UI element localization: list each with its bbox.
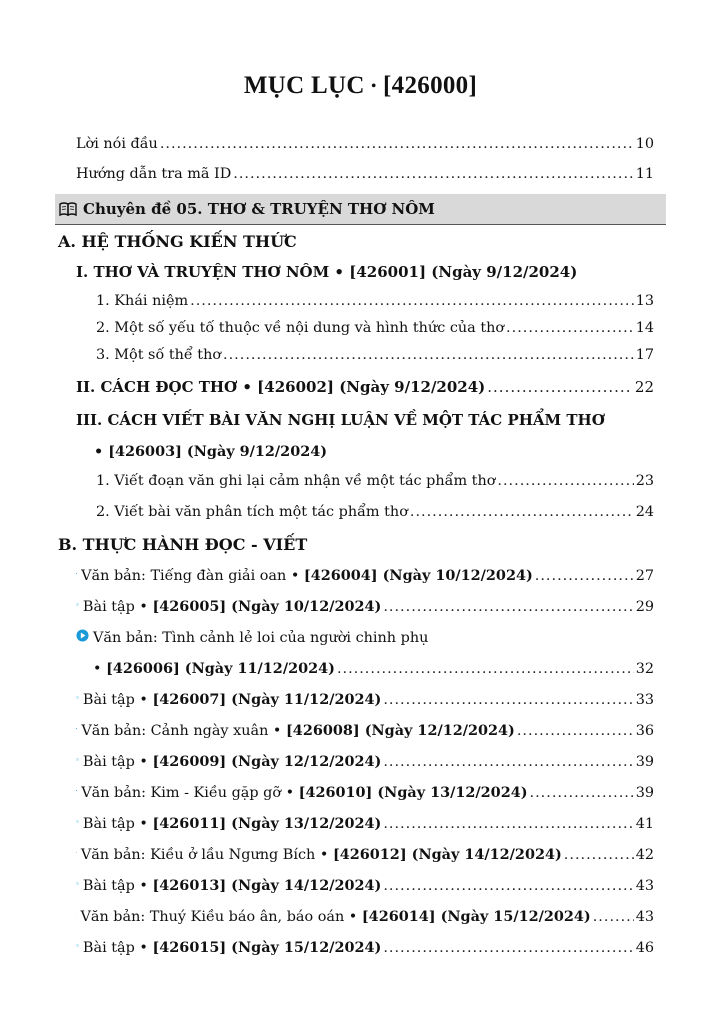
entry-label: Văn bản: Kim - Kiều gặp gỡ • [426010] (Ngày 13/12/2024)	[81, 784, 528, 801]
toc-entry[interactable]: 1. Viết đoạn văn ghi lại cảm nhận về một tác phẩm thơ ..... 23	[96, 473, 654, 497]
part-a-heading: A. HỆ THỐNG KIẾN THỨC	[58, 232, 297, 251]
toc-entry-preface[interactable]: Lời nói đầu ..... 10	[76, 136, 654, 160]
text-entry[interactable]	[76, 629, 654, 653]
chapter-banner	[55, 194, 666, 225]
book-icon	[59, 202, 77, 216]
svg-text:i: i	[77, 604, 78, 607]
part-b-heading: B. THỰC HÀNH ĐỌC - VIẾT	[58, 535, 308, 554]
play-circle-icon	[76, 567, 77, 580]
svg-text:i: i	[77, 759, 78, 762]
info-circle-icon	[76, 939, 79, 952]
page-number: 32	[635, 661, 654, 677]
toc-entry[interactable]: 3. Một số thể thơ ..... 17	[96, 347, 654, 371]
section-3-code: • [426003] (Ngày 9/12/2024)	[94, 443, 328, 460]
exercise-entry[interactable]	[76, 691, 654, 715]
svg-text:i: i	[77, 883, 78, 886]
page-number: 27	[635, 568, 654, 584]
page-number: 42	[635, 847, 654, 863]
page-title: MỤC LỤC • [426000]	[243, 72, 478, 99]
page-number: 46	[635, 940, 654, 956]
info-circle-icon	[76, 877, 79, 890]
exercise-entry[interactable]	[76, 753, 654, 777]
entry-label: Bài tập • [426015] (Ngày 15/12/2024)	[82, 939, 382, 956]
text-entry[interactable]	[76, 722, 654, 746]
play-circle-icon	[76, 629, 89, 642]
entry-label: Văn bản: Cảnh ngày xuân • [426008] (Ngày 12/12/2024)	[81, 722, 515, 739]
section-1-heading[interactable]: I. THƠ VÀ TRUYỆN THƠ NÔM • [426001] (Ngày 9/12/2024)	[76, 263, 578, 281]
page-number: 39	[635, 754, 654, 770]
chapter-title: Chuyên đề 05. THƠ & TRUYỆN THƠ NÔM	[83, 200, 435, 218]
page-number: 36	[635, 723, 654, 739]
info-circle-icon	[76, 691, 79, 704]
entry-label: Bài tập • [426011] (Ngày 13/12/2024)	[82, 815, 382, 832]
info-circle-icon	[76, 753, 79, 766]
text-entry[interactable]	[76, 846, 654, 870]
toc-entry[interactable]: 1. Khái niệm ..... 13	[96, 293, 654, 317]
entry-label: Văn bản: Tình cảnh lẻ loi của người chinh phụ	[93, 630, 429, 646]
page-number: 43	[635, 878, 654, 894]
entry-label: Văn bản: Tiếng đàn giải oan • [426004] (Ngày 10/12/2024)	[81, 567, 533, 584]
svg-text:i: i	[77, 697, 78, 700]
page-number: 29	[635, 599, 654, 615]
play-circle-icon	[76, 722, 77, 735]
svg-text:i: i	[77, 821, 78, 824]
info-circle-icon	[76, 598, 79, 611]
section-3-heading[interactable]: III. CÁCH VIẾT BÀI VĂN NGHỊ LUẬN VỀ MỘT TÁC PHẨM THƠ	[76, 411, 605, 429]
page-number: 43	[635, 909, 654, 925]
text-entry[interactable]	[76, 908, 654, 932]
section-2-entry[interactable]: II. CÁCH ĐỌC THƠ • [426002] (Ngày 9/12/2024) ..... 22	[76, 378, 654, 402]
exercise-entry[interactable]	[76, 598, 654, 622]
entry-label: Bài tập • [426005] (Ngày 10/12/2024)	[82, 598, 382, 615]
entry-label: • [426006] (Ngày 11/12/2024)	[93, 660, 335, 677]
toc-entry-guide[interactable]: Hướng dẫn tra mã ID ..... 11	[76, 166, 654, 190]
play-circle-icon	[76, 784, 77, 797]
page-number: 33	[635, 692, 654, 708]
toc-entry[interactable]: 2. Viết bài văn phân tích một tác phẩm thơ ..... 24	[96, 504, 654, 528]
text-entry[interactable]	[93, 660, 654, 684]
text-entry[interactable]	[76, 784, 654, 808]
exercise-entry[interactable]	[76, 815, 654, 839]
svg-text:i: i	[77, 945, 78, 948]
entry-label: Văn bản: Kiều ở lầu Ngưng Bích • [426012] (Ngày 14/12/2024)	[80, 846, 562, 863]
page-number: 39	[635, 785, 654, 801]
text-entry[interactable]	[76, 567, 654, 591]
info-circle-icon	[76, 815, 79, 828]
exercise-entry[interactable]	[76, 939, 654, 963]
page-number: 41	[635, 816, 654, 832]
exercise-entry[interactable]	[76, 877, 654, 901]
entry-label: Bài tập • [426009] (Ngày 12/12/2024)	[82, 753, 382, 770]
entry-label: Bài tập • [426013] (Ngày 14/12/2024)	[82, 877, 382, 894]
play-circle-icon	[76, 846, 77, 859]
toc-entry[interactable]: 2. Một số yếu tố thuộc về nội dung và hình thức của thơ ..... 14	[96, 320, 654, 344]
entry-label: Bài tập • [426007] (Ngày 11/12/2024)	[82, 691, 382, 708]
entry-label: Văn bản: Thuý Kiều báo ân, báo oán • [426014] (Ngày 15/12/2024)	[80, 908, 591, 925]
